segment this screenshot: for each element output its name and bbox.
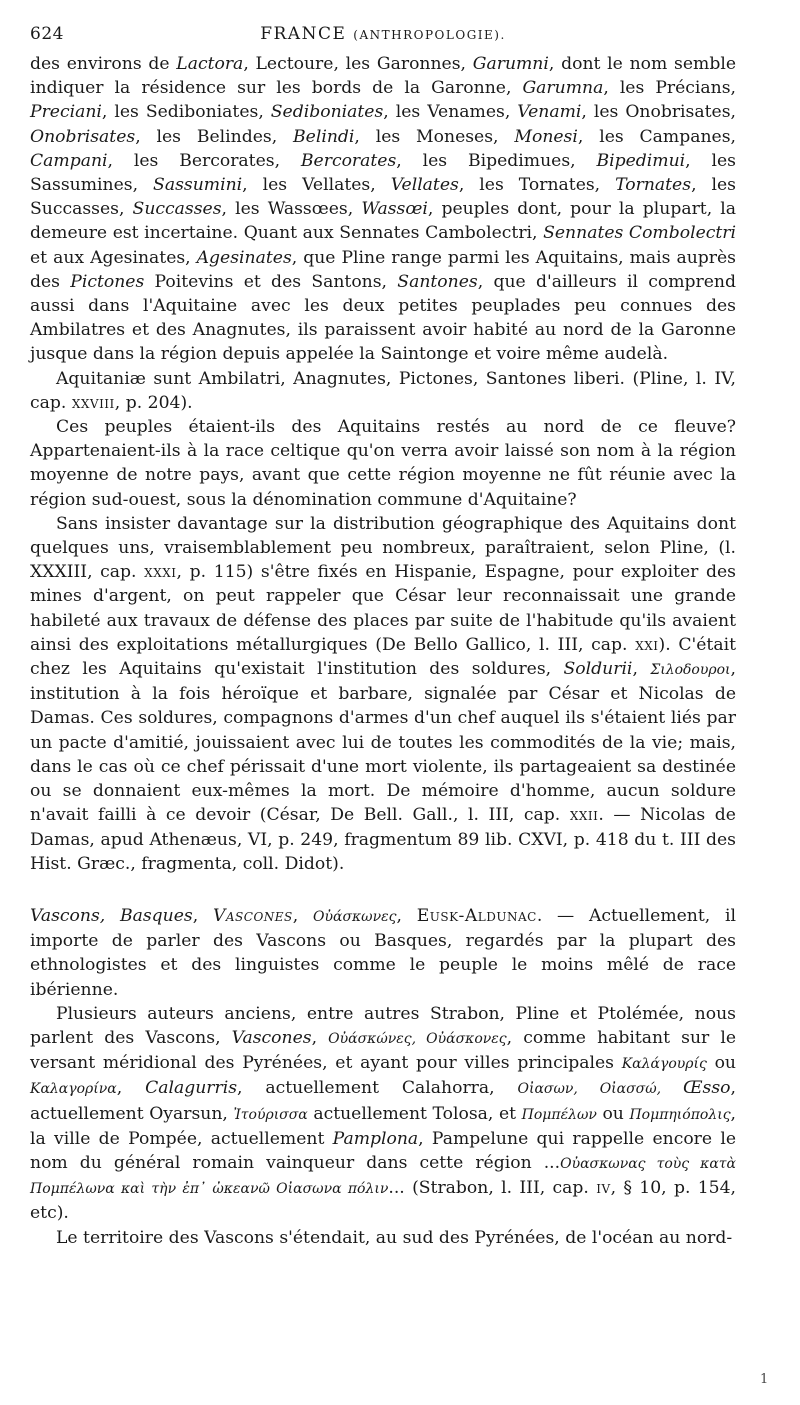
paragraph-ancient-authors: Plusieurs auteurs anciens, entre autres Strabon, Pline et Ptolémée, nous parlent des Vascons, Vascones, Οὐάσκώνες, Οὐάσκονες, comme habitant sur le versant méridional des Pyrénées, et ayant pour villes principales Καλάγουρίς ou Καλαγορίνα, Calagurris, actuellement Calahorra, Οἰασων, Οἰασσώ, Œsso, actuellement Oyarsun, Ἰτούρισσα actuellement Tolosa, et Πομπέλων ou Πομπηιόπολις, la ville de Pompée, actuellement Pamplona, Pampelune qui rappelle encore le nom du général romain vainqueur dans cette région ...Οὐασκωνας τοὺς κατὰ Πομπέλωνα καὶ τὴν ἐπ᾽ ὠκεανῶ Οἰασωνα πόλιν... (Strabon, l. III, cap. iv, § 10, p. 154, etc). xyxy=(30,1003,737,1224)
paragraph-vascons-heading: Vascons, Basques, Vascones, Οὐάσκωνες, Eusk-Aldunac. — Actuellement, il importe de parler des Vascons ou Basques, regardés par la plupart des ethnologistes et des linguistes comme le peuple le moins mêlé de race ibérienne. xyxy=(30,905,736,1000)
running-head xyxy=(30,24,736,50)
paragraph-aquitain-tribes: des environs de Lactora, Lectoure, les Garonnes, Garumni, dont le nom semble indiquer la résidence sur les bords de la Garonne, Garumna, les Précians, Preciani, les Sediboniates, Sediboniates, les Venames, Venami, les Onobrisates, Onobrisates, les Belindes, Belindi, les Moneses, Monesi, les Campanes, Campani, les Bercorates, Bercorates, les Bipedimues, Bipedimui, les Sassumines, Sassumini, les Vellates, Vellates, les Tornates, Tornates, les Succasses, Succasses, les Wassœes, Wassœi, peuples dont, pour la plupart, la demeure est incertaine. Quant aux Sennates Cambolectri, Sennates Combolectri et aux Agesinates, Agesinates, que Pline range parmi les Aquitains, mais auprès des Pictones Poitevins et des Santons, Santones, que d'ailleurs il comprend aussi dans l'Aquitaine avec les deux petites peuplades peu connues des Ambilatres et des Anagnutes, ils paraissent avoir habité au nord de la Garonne jusque dans la région depuis appelée la Saintonge et voire même audelà. xyxy=(30,54,737,365)
margin-mark: 1 xyxy=(760,1372,769,1387)
running-title-sub: (ANTHROPOLOGIE). xyxy=(353,28,506,42)
running-title-main: FRANCE xyxy=(260,24,347,44)
paragraph-question: Ces peuples étaient-ils des Aquitains restés au nord de ce fleuve? Appartenaient-ils à la race celtique qu'on verra avoir laissé son nom à la région moyenne de notre pays, avant que cette région moyenne ne fût réunie avec la région sud-ouest, sous la dénomination commune d'Aquitaine? xyxy=(30,417,736,510)
running-title xyxy=(30,24,736,44)
paragraph-territory: Le territoire des Vascons s'étendait, au sud des Pyrénées, de l'océan au nord- xyxy=(56,1227,733,1248)
paragraph-pliny-quote: Aquitaniæ sunt Ambilatri, Anagnutes, Pictones, Santones liberi. (Pline, l. IV, cap. xxviii, p. 204). xyxy=(30,368,736,413)
page-number: 624 xyxy=(30,24,64,44)
document-page xyxy=(30,24,736,1250)
paragraph-soldures: Sans insister davantage sur la distribution géographique des Aquitains dont quelques uns, vraisemblablement peu nombreux, paraîtraient, selon Pline, (l. XXXIII, cap. xxxi, p. 115) s'être fixés en Hispanie, Espagne, pour exploiter des mines d'argent, on peut rappeler que César leur reconnaissait une grande habileté aux travaux de défense des places par suite de l'habitude qu'ils avaient ainsi des exploitations métallurgiques (De Bello Gallico, l. III, cap. xxi). C'était chez les Aquitains qu'existait l'institution des soldures, Soldurii, Σιλοδουροι, institution à la fois héroïque et barbare, signalée par César et Nicolas de Damas. Ces soldures, compagnons d'armes d'un chef auquel ils s'étaient liés par un pacte d'amitié, jouissaient avec lui de toutes les commodités de la vie; mais, dans le cas où ce chef périssait d'une mort violente, ils partageaient sa destinée ou se donnaient eux-mêmes la mort. De mémoire d'homme, aucun soldure n'avait failli à ce devoir (César, De Bell. Gall., l. III, cap. xxii. — Nicolas de Damas, apud Athenæus, VI, p. 249, fragmentum 89 lib. CXVI, p. 418 du t. III des Hist. Græc., fragmenta, coll. Didot). xyxy=(30,513,736,874)
